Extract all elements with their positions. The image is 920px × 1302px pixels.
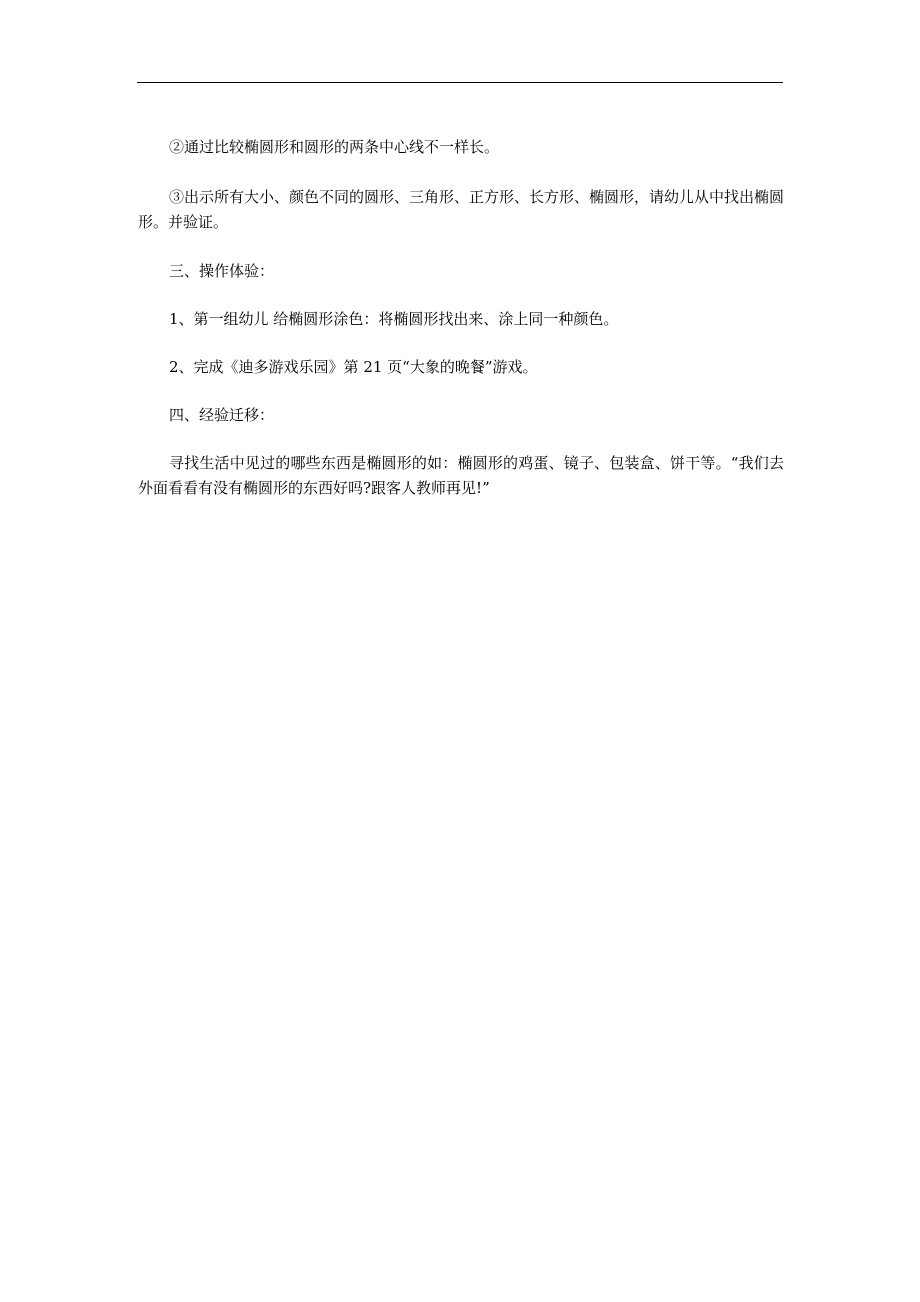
section-heading-operation: 三、操作体验： [169,262,275,280]
paragraph-show-shapes: ③出示所有大小、颜色不同的圆形、三角形、正方形、长方形、椭圆形，请幼儿从中找出椭圆形。并验证。 [138,188,785,231]
paragraph-complete-game: 2、完成《迪多游戏乐园》第 21 页“大象的晚餐”游戏。 [169,358,538,376]
paragraph-group-one-coloring: 1、第一组幼儿 给椭圆形涂色：将椭圆形找出来、涂上同一种颜色。 [169,310,619,328]
header-rule [137,82,783,83]
paragraph-find-in-life: 寻找生活中见过的哪些东西是椭圆形的如：椭圆形的鸡蛋、镜子、包装盒、饼干等。“我们去外面看看有没有椭圆形的东西好吗?跟客人教师再见!” [138,454,784,497]
paragraph-compare-centerlines: ②通过比较椭圆形和圆形的两条中心线不一样长。 [169,138,500,156]
section-heading-experience: 四、经验迁移： [169,406,275,424]
